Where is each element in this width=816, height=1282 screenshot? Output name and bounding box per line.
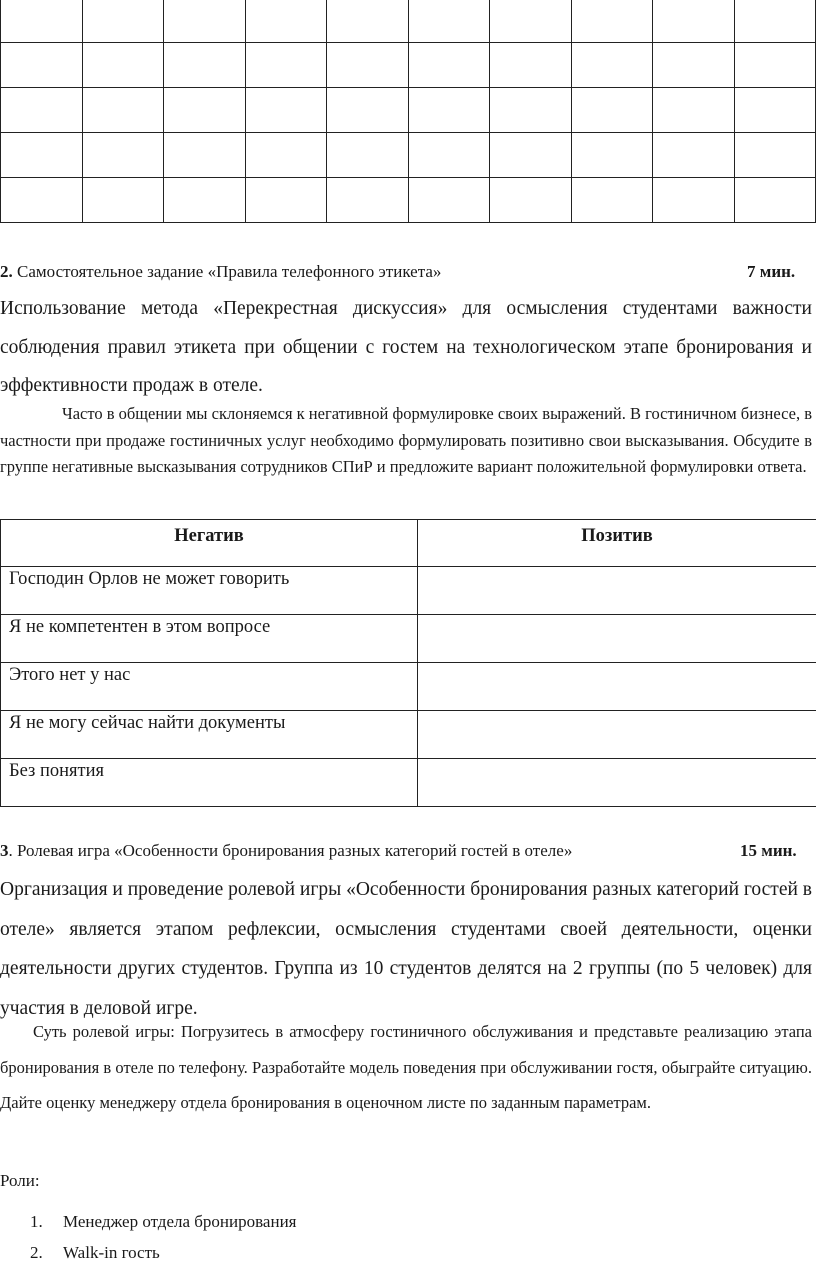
grid-cell <box>571 0 653 43</box>
positive-cell <box>418 663 816 711</box>
grid-cell <box>653 133 735 178</box>
grid-cell <box>490 178 572 223</box>
table-row <box>1 567 816 615</box>
roles-label: Роли: <box>0 1171 40 1190</box>
grid-cell <box>327 88 409 133</box>
table-row <box>1 711 816 759</box>
grid-cell <box>408 133 490 178</box>
grid-cell <box>653 43 735 88</box>
grid-cell <box>490 88 572 133</box>
grid-cell <box>653 178 735 223</box>
grid-cell <box>82 43 164 88</box>
grid-cell <box>1 0 83 43</box>
table-row <box>1 615 816 663</box>
section2-number: 2. <box>0 262 13 281</box>
grid-cell <box>408 88 490 133</box>
role-number: 2. <box>30 1243 43 1262</box>
grid-cell <box>164 133 246 178</box>
grid-cell <box>408 43 490 88</box>
role-text: Менеджер отдела бронирования <box>63 1212 297 1231</box>
grid-cell <box>1 178 83 223</box>
negative-cell: Без понятия <box>1 759 418 807</box>
grid-cell <box>734 133 816 178</box>
grid-cell <box>82 178 164 223</box>
grid-row <box>1 88 816 133</box>
grid-cell <box>82 0 164 43</box>
grid-cell <box>1 133 83 178</box>
role-number: 1. <box>30 1212 43 1231</box>
section2-title: Самостоятельное задание «Правила телефонного этикета» <box>17 262 442 281</box>
section3-number: 3 <box>0 841 9 860</box>
grid-cell <box>327 178 409 223</box>
grid-cell <box>653 0 735 43</box>
grid-cell <box>571 43 653 88</box>
grid-cell <box>164 43 246 88</box>
grid-cell <box>653 88 735 133</box>
grid-row <box>1 0 816 43</box>
grid-cell <box>408 0 490 43</box>
grid-cell <box>164 178 246 223</box>
negative-cell: Господин Орлов не может говорить <box>1 567 418 615</box>
section3-heading <box>0 841 808 861</box>
grid-cell <box>164 88 246 133</box>
grid-cell <box>571 133 653 178</box>
grid-cell <box>164 0 246 43</box>
grid-cell <box>327 0 409 43</box>
grid-cell <box>734 43 816 88</box>
grid-cell <box>1 43 83 88</box>
section3-description: Организация и проведение ролевой игры «Особенности бронирования разных категорий гостей в отеле» является этапом рефлексии, осмысления студентами своей деятельности, оценки деятельности других студентов. Группа из 10 студентов делятся на 2 группы (по 5 человек) для участия в деловой игре. <box>0 879 812 1019</box>
grid-cell <box>327 43 409 88</box>
table-row <box>1 759 816 807</box>
negative-cell: Этого нет у нас <box>1 663 418 711</box>
section3-essence: Суть ролевой игры: Погрузитесь в атмосферу гостиничного обслуживания и представьте реализацию этапа бронирования в отеле по телефону. Разработайте модель поведения при обслуживании гостя, обыграйте ситуацию. Дайте оценку менеджеру отдела бронирования в оценочном листе по заданным параметрам. <box>0 1022 812 1112</box>
section3-time: 15 мин. <box>740 841 797 860</box>
header-negative: Негатив <box>1 520 418 567</box>
positive-cell <box>418 759 816 807</box>
header-positive: Позитив <box>418 520 816 567</box>
negative-cell: Я не компетентен в этом вопросе <box>1 615 418 663</box>
grid-cell <box>734 0 816 43</box>
grid-cell <box>245 43 327 88</box>
grid-cell <box>490 133 572 178</box>
section2-task: Часто в общении мы склоняемся к негативной формулировке своих выражений. В гостиничном бизнесе, в частности при продаже гостиничных услуг необходимо формулировать позитивно свои высказывания. Обсудите в группе негативные высказывания сотрудников СПиР и предложите вариант положительной формулировки ответа. <box>0 404 812 476</box>
grid-row <box>1 43 816 88</box>
grid-cell <box>245 0 327 43</box>
table-row <box>1 663 816 711</box>
section2-description: Использование метода «Перекрестная дискуссия» для осмысления студентами важности соблюдения правил этикета при общении с гостем на технологическом этапе бронирования и эффективности продаж в отеле. <box>0 298 812 396</box>
section2-time: 7 мин. <box>747 262 796 281</box>
grid-cell <box>245 178 327 223</box>
grid-cell <box>408 178 490 223</box>
grid-cell <box>490 43 572 88</box>
negative-positive-table <box>0 519 816 807</box>
grid-cell <box>571 88 653 133</box>
grid-cell <box>245 88 327 133</box>
grid-row <box>1 133 816 178</box>
positive-cell <box>418 711 816 759</box>
table-header-row <box>1 520 816 567</box>
grid-cell <box>245 133 327 178</box>
section2-heading <box>0 262 808 282</box>
grid-row <box>1 178 816 223</box>
grid-cell <box>571 178 653 223</box>
grid-cell <box>82 133 164 178</box>
top-grid <box>0 0 816 223</box>
positive-cell <box>418 615 816 663</box>
grid-cell <box>490 0 572 43</box>
grid-cell <box>82 88 164 133</box>
negative-cell: Я не могу сейчас найти документы <box>1 711 418 759</box>
role-text: Walk-in гость <box>63 1243 160 1262</box>
grid-cell <box>1 88 83 133</box>
grid-cell <box>327 133 409 178</box>
positive-cell <box>418 567 816 615</box>
grid-cell <box>734 178 816 223</box>
grid-cell <box>734 88 816 133</box>
section3-title: . Ролевая игра «Особенности бронирования разных категорий гостей в отеле» <box>8 841 573 860</box>
